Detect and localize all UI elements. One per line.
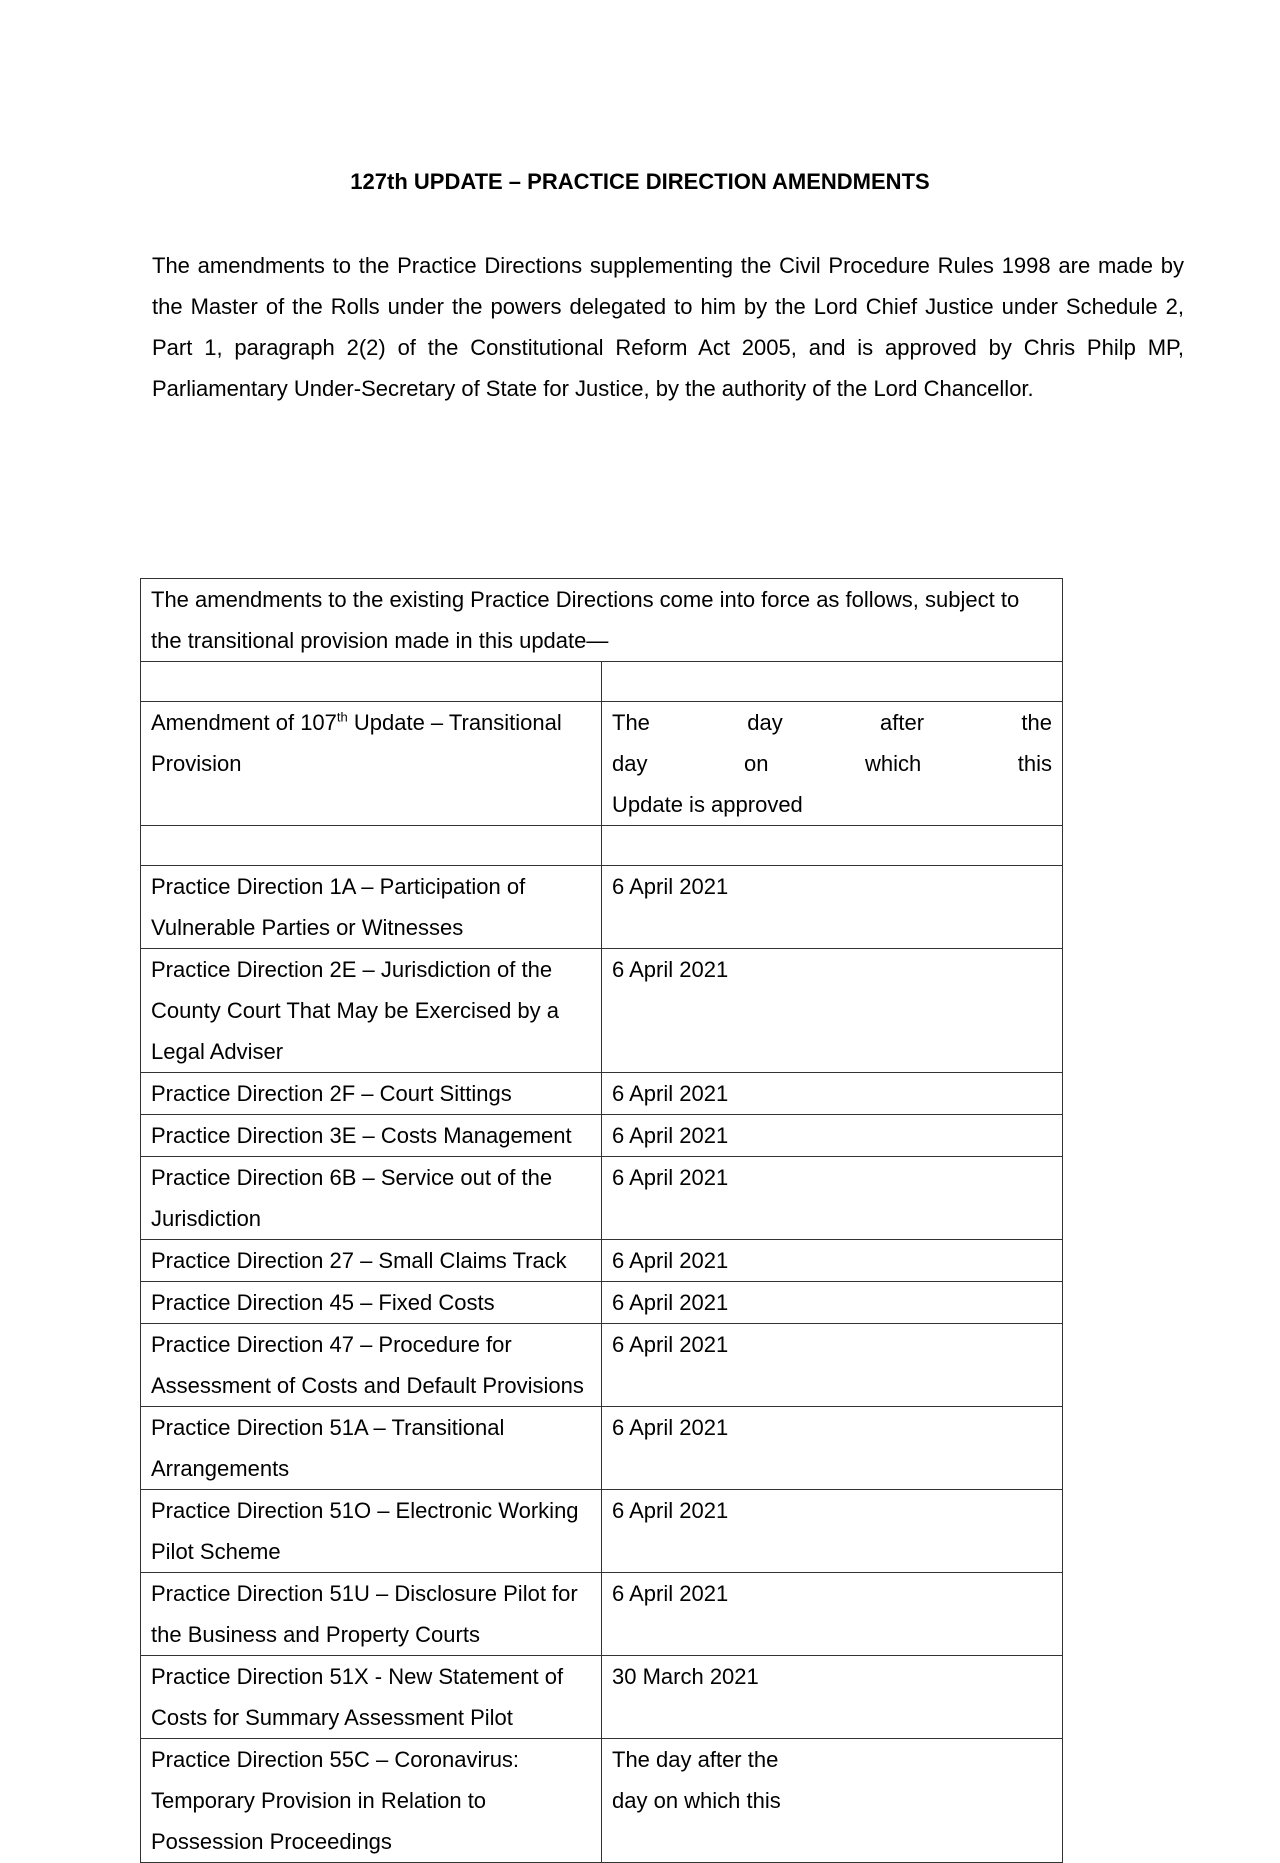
table-row bbox=[141, 1407, 1063, 1490]
practice-direction-name: Practice Direction 45 – Fixed Costs bbox=[141, 1282, 602, 1324]
commencement-date: 6 April 2021 bbox=[602, 1490, 1063, 1573]
table-row bbox=[141, 702, 1063, 826]
practice-direction-name: Practice Direction 51O – Electronic Working Pilot Scheme bbox=[141, 1490, 602, 1573]
practice-direction-name: Practice Direction 47 – Procedure for Assessment of Costs and Default Provisions bbox=[141, 1324, 602, 1407]
practice-direction-name: Practice Direction 2F – Court Sittings bbox=[141, 1073, 602, 1115]
commencement-date: 6 April 2021 bbox=[602, 1282, 1063, 1324]
practice-direction-name: Practice Direction 3E – Costs Management bbox=[141, 1115, 602, 1157]
table-row bbox=[141, 1115, 1063, 1157]
practice-direction-name: Practice Direction 27 – Small Claims Track bbox=[141, 1240, 602, 1282]
commencement-date: 6 April 2021 bbox=[602, 1240, 1063, 1282]
commencement-date: 30 March 2021 bbox=[602, 1656, 1063, 1739]
table-header: The amendments to the existing Practice Directions come into force as follows, subject to the transitional provision made in this update— bbox=[141, 579, 1063, 662]
document-title: 127th UPDATE – PRACTICE DIRECTION AMENDMENTS bbox=[350, 169, 930, 194]
commencement-date: 6 April 2021 bbox=[602, 1573, 1063, 1656]
commencement-table bbox=[140, 578, 1063, 1863]
table-row bbox=[141, 1324, 1063, 1407]
commencement-date: 6 April 2021 bbox=[602, 949, 1063, 1073]
table-row bbox=[141, 1157, 1063, 1240]
table-row bbox=[141, 1240, 1063, 1282]
practice-direction-name: Practice Direction 51A – Transitional Arrangements bbox=[141, 1407, 602, 1490]
commencement-date: 6 April 2021 bbox=[602, 1407, 1063, 1490]
practice-direction-name: Practice Direction 55C – Coronavirus: Temporary Provision in Relation to Possession Proceedings bbox=[141, 1739, 602, 1863]
practice-direction-name: Practice Direction 2E – Jurisdiction of the County Court That May be Exercised by a Legal Adviser bbox=[141, 949, 602, 1073]
intro-paragraph: The amendments to the Practice Directions supplementing the Civil Procedure Rules 1998 are made by the Master of the Rolls under the powers delegated to him by the Lord Chief Justice under Schedule 2, Part 1, paragraph 2(2) of the Constitutional Reform Act 2005, and is approved by Chris Philp MP, Parliamentary Under-Secretary of State for Justice, by the authority of the Lord Chancellor. bbox=[152, 253, 1184, 401]
practice-direction-name: Practice Direction 51U – Disclosure Pilot for the Business and Property Courts bbox=[141, 1573, 602, 1656]
table-row bbox=[141, 1073, 1063, 1115]
table-row bbox=[141, 949, 1063, 1073]
table-spacer-row bbox=[141, 826, 1063, 866]
table-row bbox=[141, 1573, 1063, 1656]
table-row bbox=[141, 1656, 1063, 1739]
table-row bbox=[141, 1282, 1063, 1324]
practice-direction-name: Practice Direction 51X - New Statement of Costs for Summary Assessment Pilot bbox=[141, 1656, 602, 1739]
amendment-name: Amendment of 107th Update – Transitional Provision bbox=[141, 702, 602, 826]
commencement-date: 6 April 2021 bbox=[602, 1115, 1063, 1157]
commencement-date: 6 April 2021 bbox=[602, 1073, 1063, 1115]
table-row bbox=[141, 1490, 1063, 1573]
table-header-row bbox=[141, 579, 1063, 662]
commencement-date: 6 April 2021 bbox=[602, 1324, 1063, 1407]
commencement-date: 6 April 2021 bbox=[602, 866, 1063, 949]
practice-direction-name: Practice Direction 6B – Service out of the Jurisdiction bbox=[141, 1157, 602, 1240]
commencement-date: The day after the day on which this Update is approved bbox=[602, 702, 1063, 826]
practice-direction-name: Practice Direction 1A – Participation of Vulnerable Parties or Witnesses bbox=[141, 866, 602, 949]
table-row bbox=[141, 1739, 1063, 1863]
table-spacer-row bbox=[141, 662, 1063, 702]
table-row bbox=[141, 866, 1063, 949]
commencement-date: The day after the day on which this bbox=[602, 1739, 1063, 1863]
commencement-date: 6 April 2021 bbox=[602, 1157, 1063, 1240]
